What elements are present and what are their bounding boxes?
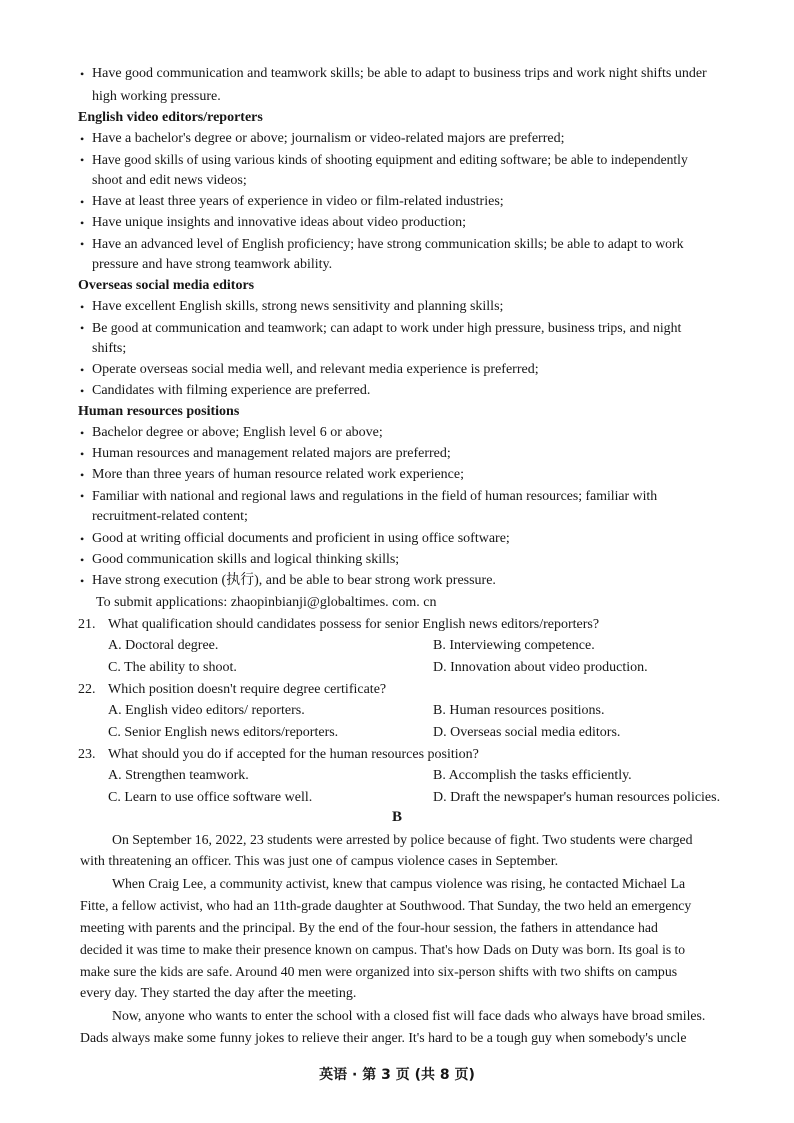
option-d: D. Overseas social media editors.	[433, 725, 621, 740]
bullet-line: pressure and have strong teamwork ability.	[92, 257, 333, 272]
section-heading: Overseas social media editors	[78, 278, 255, 293]
passage-line: meeting with parents and the principal. By the end of the four-hour session, the fathers in attendance had	[80, 920, 658, 935]
page-footer: 英语 · 第 3 页 (共 8 页)	[319, 1067, 475, 1083]
bullet-dot: •	[80, 363, 85, 377]
bullet-line: Good at writing official documents and proficient in using office software;	[92, 531, 510, 546]
bullet-dot: •	[80, 300, 85, 314]
bullet-dot: •	[80, 153, 85, 167]
bullet-line: Operate overseas social media well, and relevant media experience is preferred;	[92, 362, 539, 377]
bullet-dot: •	[80, 553, 85, 567]
option-a: A. Strengthen teamwork.	[108, 768, 249, 783]
bullet-line: Have unique insights and innovative ideas about video production;	[92, 215, 467, 230]
passage-line: When Craig Lee, a community activist, knew that campus violence was rising, he contacted Michael La	[112, 876, 686, 891]
bullet-line: Have at least three years of experience in video or film-related industries;	[92, 194, 504, 209]
passage-line: make sure the kids are safe. Around 40 men were organized into six-person shifts with two shifts on campus	[80, 964, 678, 979]
question-text: What should you do if accepted for the human resources position?	[108, 747, 479, 762]
option-b: B. Interviewing competence.	[433, 638, 595, 653]
passage-line: On September 16, 2022, 23 students were arrested by police because of fight. Two students were charged	[112, 832, 693, 847]
option-c: C. Learn to use office software well.	[108, 790, 313, 805]
submit-email: To submit applications: zhaopinbianji@globaltimes. com. cn	[96, 595, 437, 610]
option-d: D. Draft the newspaper's human resources policies.	[433, 790, 721, 805]
bullet-line: shifts;	[92, 341, 127, 356]
bullet-line: Have strong execution (执行), and be able to bear strong work pressure.	[92, 573, 496, 588]
bullet-line: Be good at communication and teamwork; can adapt to work under high pressure, business trips, and night	[92, 320, 682, 335]
bullet-line: shoot and edit news videos;	[92, 173, 247, 188]
bullet-dot: •	[80, 67, 85, 81]
bullet-line: Good communication skills and logical thinking skills;	[92, 552, 400, 567]
question-number: 22.	[78, 682, 96, 697]
bullet-dot: •	[80, 532, 85, 546]
bullet-dot: •	[80, 195, 85, 209]
bullet-dot: •	[80, 447, 85, 461]
section-heading: English video editors/reporters	[78, 110, 263, 125]
bullet-dot: •	[80, 237, 85, 251]
section-heading: Human resources positions	[78, 404, 240, 419]
bullet-dot: •	[80, 321, 85, 335]
bullet-dot: •	[80, 468, 85, 482]
option-a: A. Doctoral degree.	[108, 638, 219, 653]
option-a: A. English video editors/ reporters.	[108, 703, 305, 718]
passage-line: Now, anyone who wants to enter the school with a closed fist will face dads who always have broad smiles.	[112, 1008, 706, 1023]
question-number: 23.	[78, 747, 96, 762]
bullet-dot: •	[80, 489, 85, 503]
option-d: D. Innovation about video production.	[433, 660, 648, 675]
question-text: What qualification should candidates possess for senior English news editors/reporters?	[108, 617, 600, 632]
bullet-line: recruitment-related content;	[92, 509, 248, 524]
option-c: C. Senior English news editors/reporters.	[108, 725, 339, 740]
section-label: B	[391, 809, 402, 825]
bullet-line: Have good skills of using various kinds of shooting equipment and editing software; be able to independently	[92, 152, 688, 167]
bullet-line: Human resources and management related majors are preferred;	[92, 446, 451, 461]
question-text: Which position doesn't require degree certificate?	[108, 682, 387, 697]
bullet-line: Have an advanced level of English proficiency; have strong communication skills; be able to adapt to work	[92, 236, 684, 251]
bullet-line: Bachelor degree or above; English level 6 or above;	[92, 425, 383, 440]
bullet-dot: •	[80, 132, 85, 146]
passage-line: Fitte, a fellow activist, who had an 11th-grade daughter at Southwood. That Sunday, the two held an emergency	[80, 898, 692, 913]
option-c: C. The ability to shoot.	[108, 660, 237, 675]
passage-line: Dads always make some funny jokes to relieve their anger. It's hard to be a tough guy when somebody's uncle	[80, 1030, 687, 1045]
bullet-line: More than three years of human resource related work experience;	[92, 467, 464, 482]
bullet-line: high working pressure.	[92, 89, 221, 104]
bullet-line: Have excellent English skills, strong news sensitivity and planning skills;	[92, 299, 504, 314]
bullet-dot: •	[80, 574, 85, 588]
bullet-line: Familiar with national and regional laws and regulations in the field of human resources; familiar with	[92, 488, 658, 503]
passage-line: every day. They started the day after the meeting.	[80, 986, 357, 1001]
bullet-dot: •	[80, 384, 85, 398]
bullet-dot: •	[80, 426, 85, 440]
bullet-line: Candidates with filming experience are preferred.	[92, 383, 371, 398]
question-number: 21.	[78, 617, 96, 632]
option-b: B. Human resources positions.	[433, 703, 605, 718]
option-b: B. Accomplish the tasks efficiently.	[433, 768, 632, 783]
bullet-line: Have a bachelor's degree or above; journalism or video-related majors are preferred;	[92, 131, 565, 146]
passage-line: with threatening an officer. This was just one of campus violence cases in September.	[80, 854, 559, 869]
bullet-dot: •	[80, 216, 85, 230]
passage-line: decided it was time to make their presence known on campus. That's how Dads on Duty was born. Its goal is to	[80, 942, 686, 957]
bullet-line: Have good communication and teamwork skills; be able to adapt to business trips and work night shifts under	[92, 66, 707, 81]
